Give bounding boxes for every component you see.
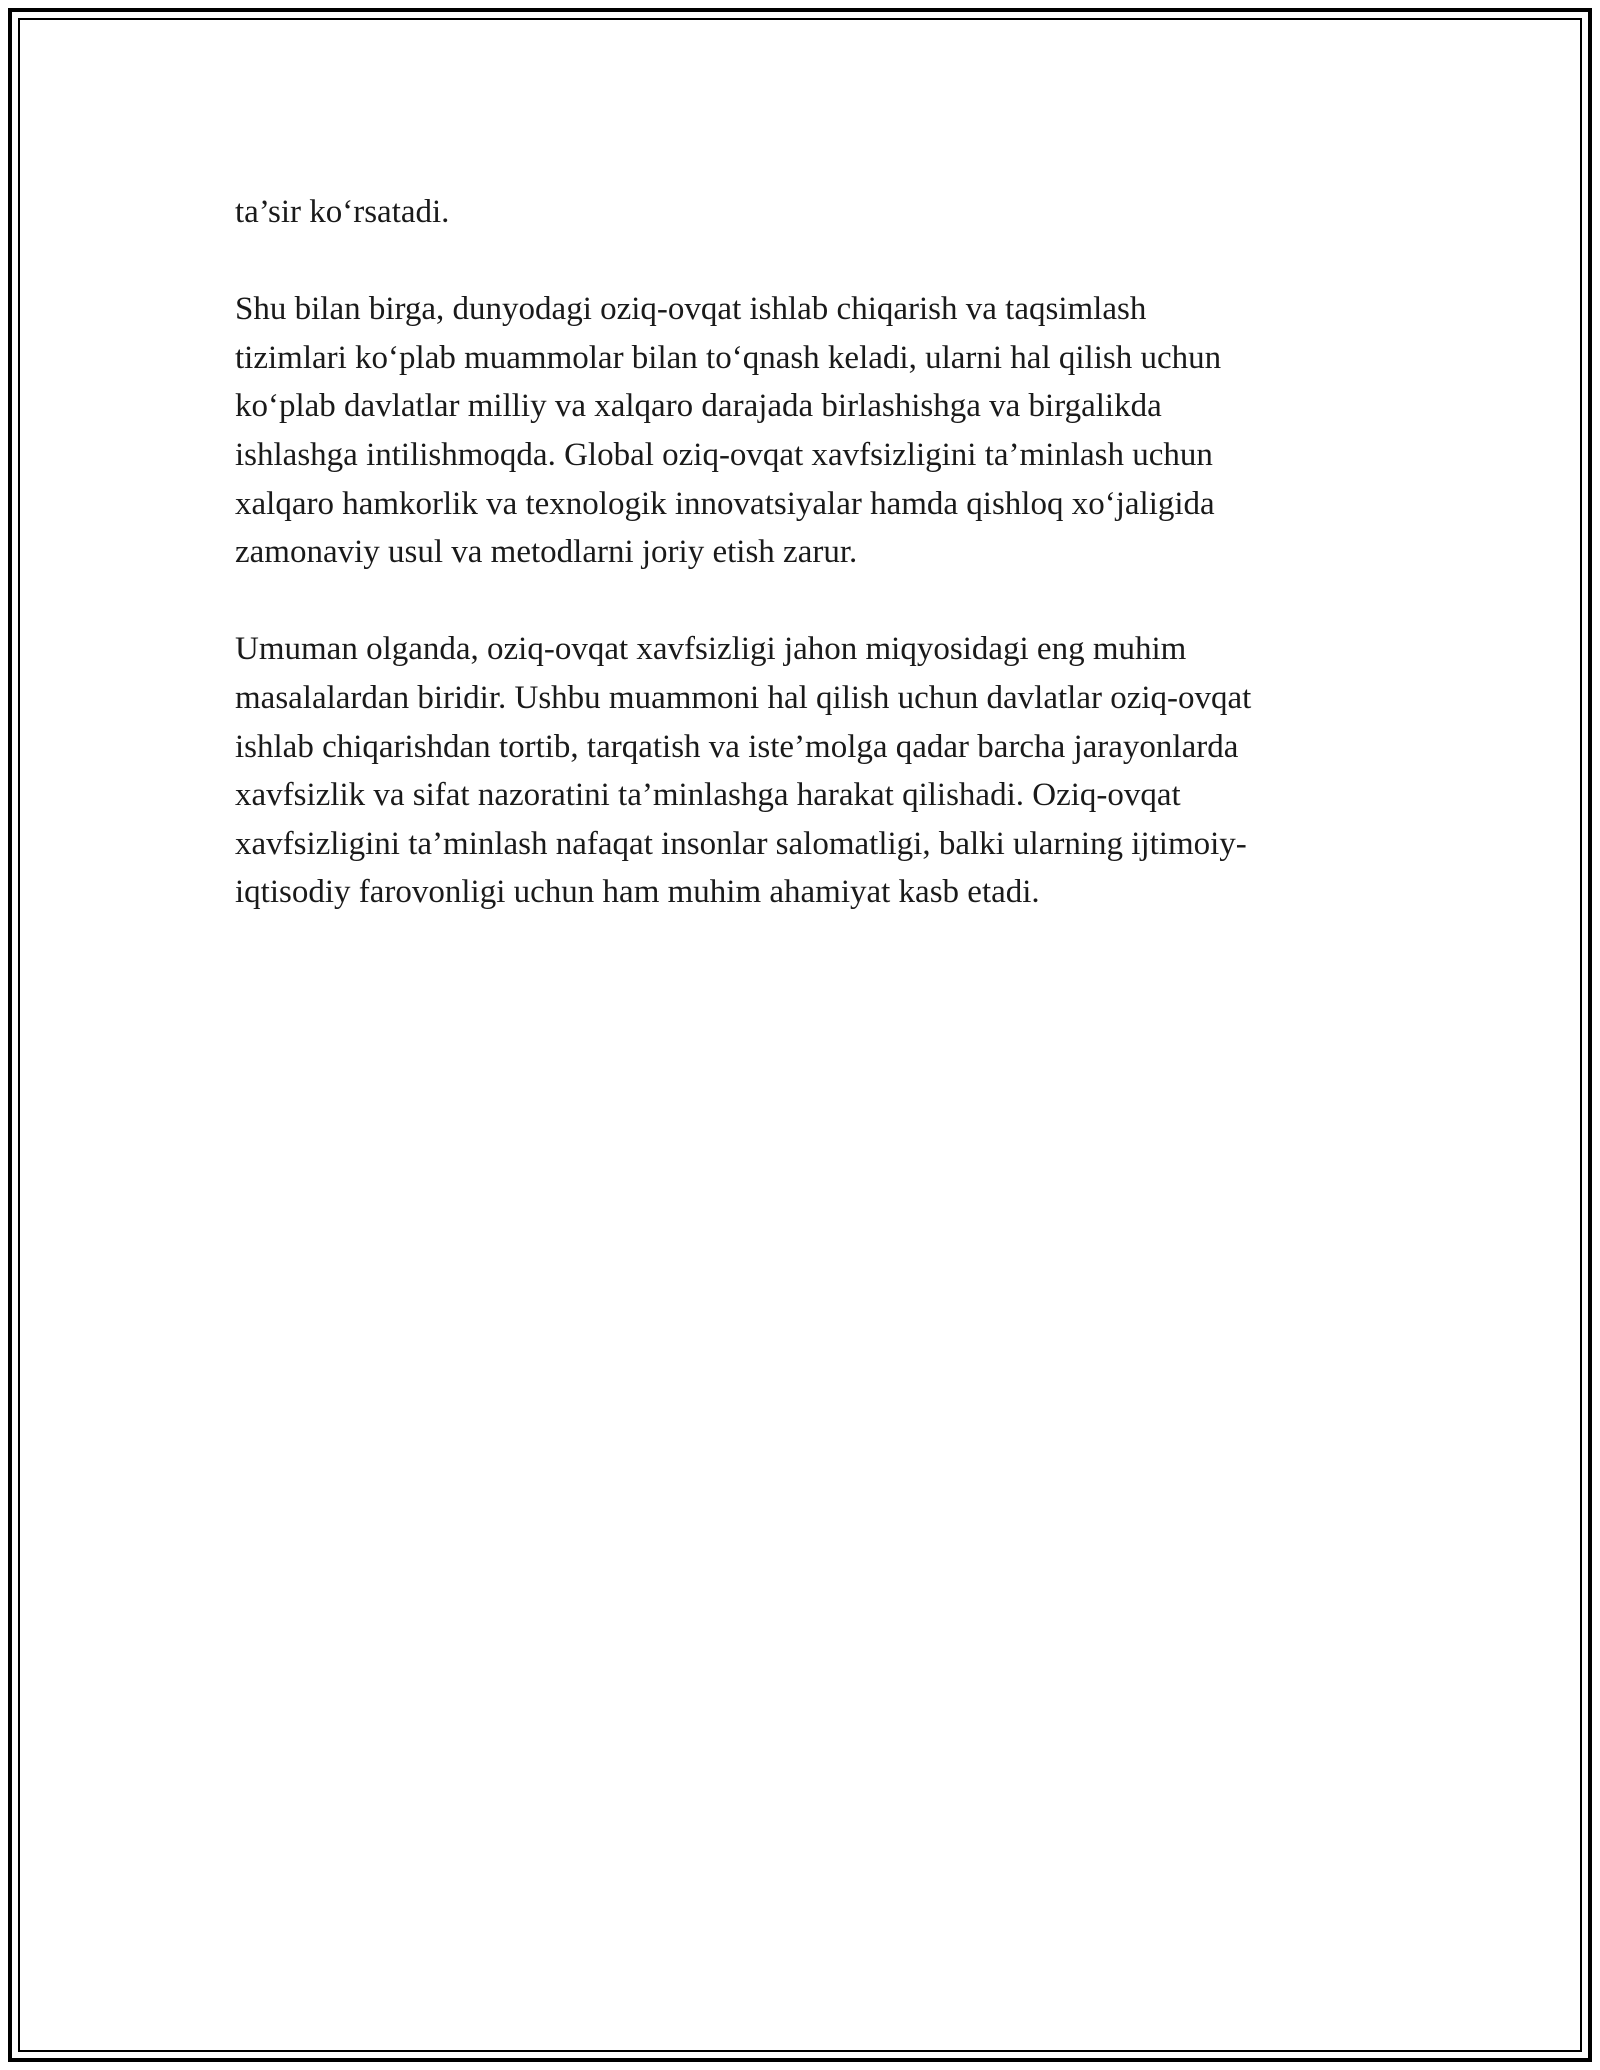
text-line: Umuman olganda, oziq-ovqat xavfsizligi jahon miqyosidagi eng muhim: [235, 631, 1187, 668]
text-line: ta’sir ko‘rsatadi.: [235, 194, 450, 230]
text-line: tizimlari ko‘plab muammolar bilan to‘qnash keladi, ularni hal qilish uchun: [235, 339, 1222, 376]
paragraph-2: [235, 285, 1385, 577]
text-line: xavfsizlik va sifat nazoratini ta’minlashga harakat qilishadi. Oziq-ovqat: [235, 777, 1181, 814]
text-line: masalalardan biridir. Ushbu muammoni hal qilish uchun davlatlar oziq-ovqat: [235, 679, 1252, 716]
text-line: ko‘plab davlatlar milliy va xalqaro darajada birlashishga va birgalikda: [235, 388, 1162, 425]
text-line: ishlashga intilishmoqda. Global oziq-ovqat xavfsizligini ta’minlash uchun: [235, 436, 1213, 473]
text-line: iqtisodiy farovonligi uchun ham muhim ahamiyat kasb etadi.: [235, 874, 1040, 911]
text-line: zamonaviy usul va metodlarni joriy etish zarur.: [235, 534, 858, 571]
text-line: Shu bilan birga, dunyodagi oziq-ovqat ishlab chiqarish va taqsimlash: [235, 291, 1147, 328]
text-line: xavfsizligini ta’minlash nafaqat insonlar salomatligi, balki ularning ijtimoiy-: [235, 825, 1247, 862]
text-line: xalqaro hamkorlik va texnologik innovatsiyalar hamda qishloq xo‘jaligida: [235, 485, 1215, 522]
paragraph-1: [235, 188, 1385, 237]
document-body: [235, 188, 1385, 966]
paragraph-3: [235, 625, 1385, 917]
text-line: ishlab chiqarishdan tortib, tarqatish va iste’molga qadar barcha jarayonlarda: [235, 728, 1239, 765]
